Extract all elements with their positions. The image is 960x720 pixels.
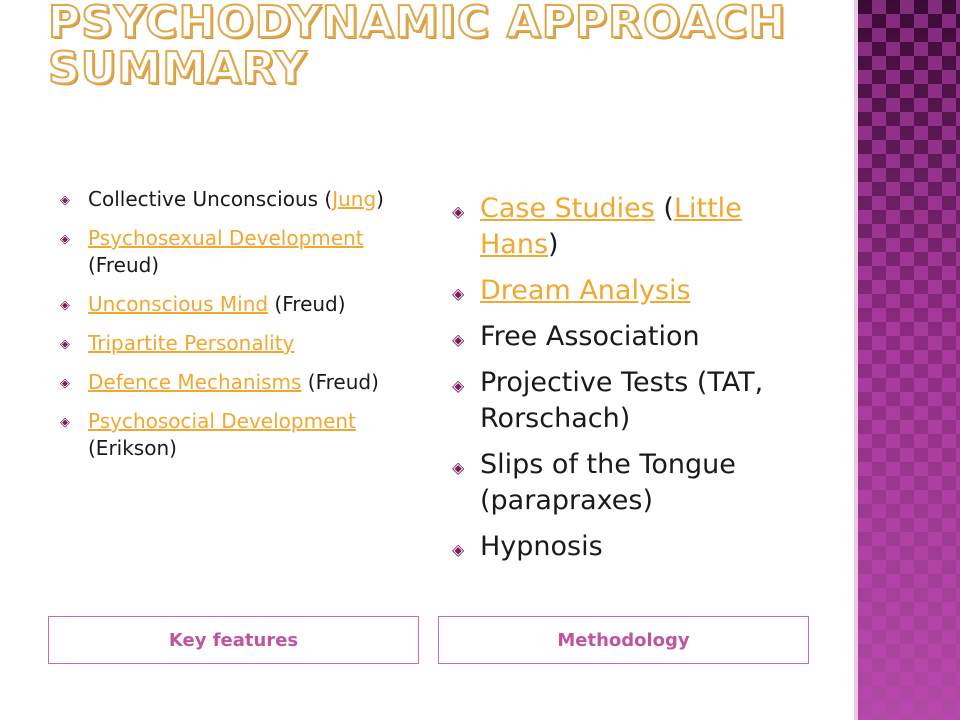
diamond-bullet-icon: ◈ [60,298,70,313]
decorative-pattern-panel [858,0,960,720]
list-item [452,529,817,565]
methodology-list [452,191,817,575]
psychosocial-development-link[interactable]: Psychosocial Development [88,409,356,433]
item-text: Free Association [480,321,700,352]
item-text-suffix: (Freud) [301,370,379,394]
little-hans-link[interactable]: Little Hans [480,193,742,260]
diamond-bullet-icon: ◈ [60,415,70,430]
dream-analysis-link[interactable]: Dream Analysis [480,275,691,306]
diamond-bullet-icon: ◈ [452,540,465,559]
item-text-suffix: ) [548,229,559,260]
item-text: Collective Unconscious ( [88,187,333,211]
list-item [60,330,405,357]
diamond-bullet-icon: ◈ [452,458,465,477]
diamond-bullet-icon: ◈ [60,232,70,247]
item-text: Projective Tests (TAT, Rorschach) [480,367,764,434]
diamond-bullet-icon: ◈ [452,376,465,395]
list-item [60,186,405,213]
key-features-label [48,616,419,664]
list-item [452,273,817,309]
list-item [452,319,817,355]
diamond-bullet-icon: ◈ [452,284,465,303]
item-text-suffix: (Freud) [88,253,160,277]
list-item [60,369,405,396]
unconscious-mind-link[interactable]: Unconscious Mind [88,292,269,316]
methodology-label [438,616,809,664]
list-item [60,225,405,279]
list-item [452,365,817,437]
methodology-label-text: Methodology [557,629,690,651]
key-features-label-text: Key features [168,629,299,651]
item-text-suffix: ) [376,187,384,211]
page-title: PSYCHODYNAMIC APPROACH SUMMARY [48,0,787,94]
key-features-list [60,186,405,474]
defence-mechanisms-link[interactable]: Defence Mechanisms [88,370,302,394]
diamond-bullet-icon: ◈ [60,337,70,352]
diamond-bullet-icon: ◈ [452,330,465,349]
item-text-mid: ( [654,193,674,224]
item-text-suffix: (Freud) [268,292,346,316]
item-text: Hypnosis [480,531,603,562]
diamond-bullet-icon: ◈ [60,193,70,208]
item-text-suffix: (Erikson) [88,436,177,460]
diamond-bullet-icon: ◈ [60,376,70,391]
tripartite-personality-link[interactable]: Tripartite Personality [88,331,295,355]
list-item [60,408,405,462]
list-item [452,447,817,519]
jung-link[interactable]: Jung [332,187,377,211]
case-studies-link[interactable]: Case Studies [480,193,655,224]
item-text: Slips of the Tongue (parapraxes) [480,449,736,516]
psychosexual-development-link[interactable]: Psychosexual Development [88,226,364,250]
list-item [452,191,817,263]
list-item [60,291,405,318]
diamond-bullet-icon: ◈ [452,202,465,221]
